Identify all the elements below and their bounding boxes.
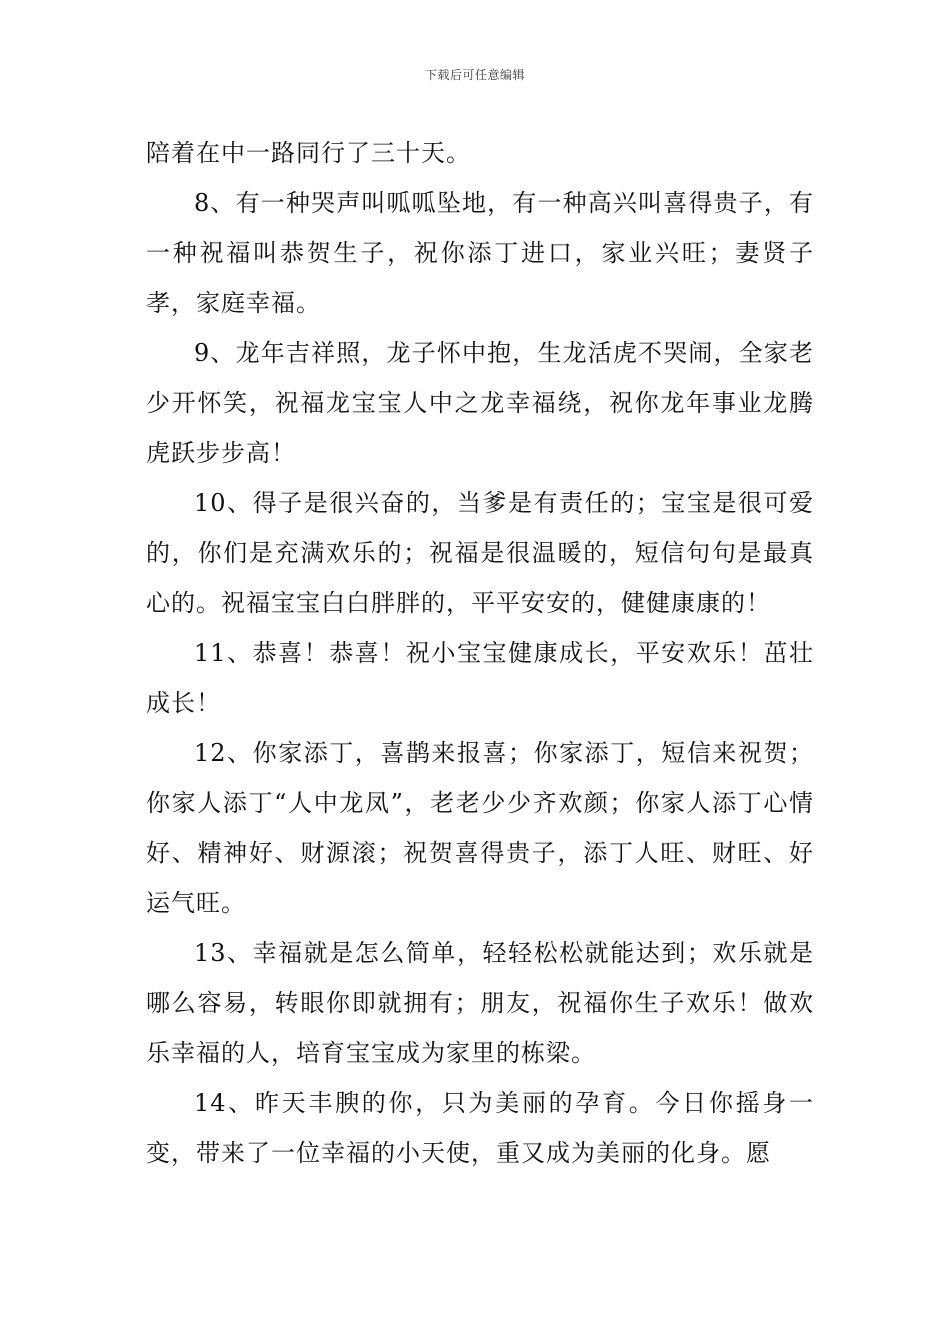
page-header: 下载后可任意编辑 [424,68,525,82]
document-body [146,128,814,1178]
paragraph-11: 11、恭喜！恭喜！祝小宝宝健康成长，平安欢乐！茁壮成长！ [146,639,814,717]
paragraph-13: 13、幸福就是怎么简单，轻轻松松就能达到；欢乐就是哪么容易，转眼你即就拥有；朋友，祝福你生子欢乐！做欢乐幸福的人，培育宝宝成为家里的栋梁。 [146,939,814,1067]
paragraph-12: 12、你家添丁，喜鹊来报喜；你家添丁，短信来祝贺；你家人添丁“人中龙凤”，老老少少齐欢颜；你家人添丁心情好、精神好、财源滚；祝贺喜得贵子，添丁人旺、财旺、好运气旺。 [146,739,814,917]
paragraph-10: 10、得子是很兴奋的，当爹是有责任的；宝宝是很可爱的，你们是充满欢乐的；祝福是很温暖的，短信句句是最真心的。祝福宝宝白白胖胖的，平平安安的，健健康康的！ [146,489,814,617]
paragraph-8: 8、有一种哭声叫呱呱坠地，有一种高兴叫喜得贵子，有一种祝福叫恭贺生子，祝你添丁进口，家业兴旺；妻贤子孝，家庭幸福。 [146,189,814,317]
paragraph-14: 14、昨天丰腴的你，只为美丽的孕育。今日你摇身一变，带来了一位幸福的小天使，重又成为美丽的化身。愿 [146,1089,814,1167]
paragraph-9: 9、龙年吉祥照，龙子怀中抱，生龙活虎不哭闹，全家老少开怀笑，祝福龙宝宝人中之龙幸福绕，祝你龙年事业龙腾虎跃步步高！ [146,339,814,467]
paragraph-continuation: 陪着在中一路同行了三十天。 [146,139,471,167]
